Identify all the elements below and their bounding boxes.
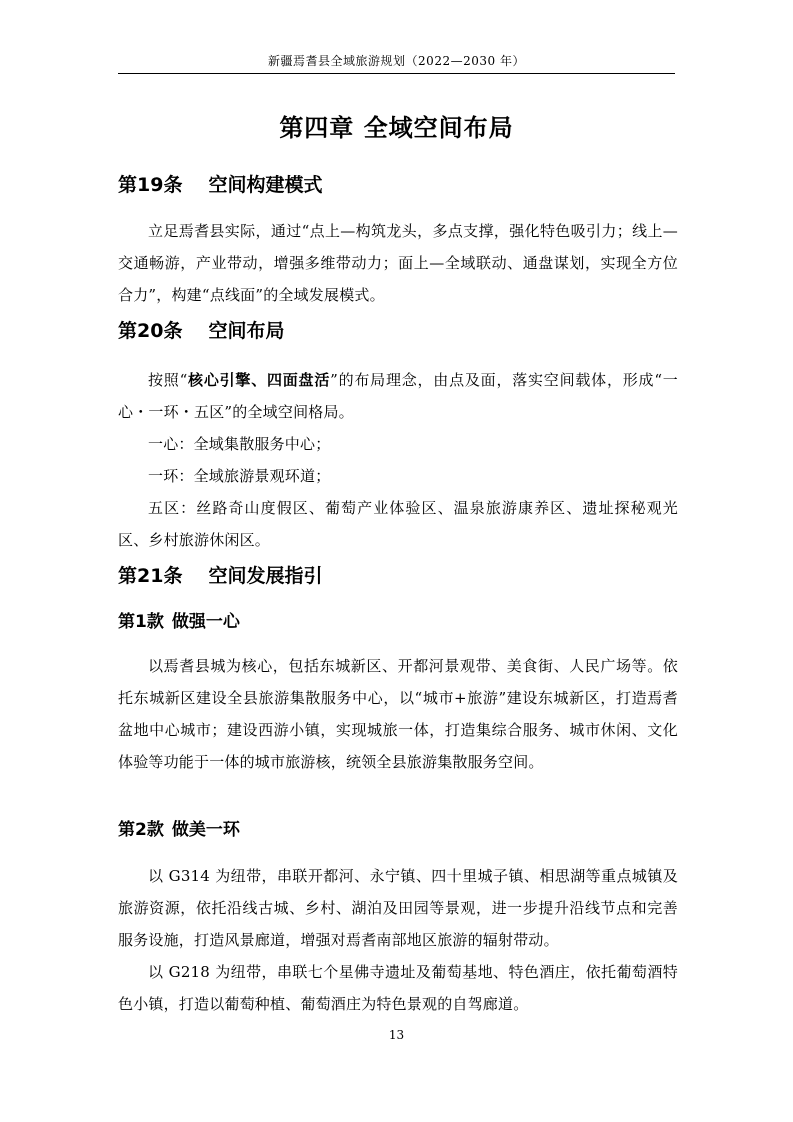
article-20-paragraph-1 <box>118 364 678 428</box>
clause-1-title: 做强一心 <box>171 612 240 632</box>
article-20-number: 第20条 <box>118 320 183 342</box>
article-19-paragraph: 立足焉耆县实际，通过“点上—构筑龙头，多点支撑，强化特色吸引力；线上—交通畅游，产业带动，增强多维带动力；面上—全域联动、通盘谋划，实现全方位合力”，构建“点线面”的全域发展模式。 <box>118 222 678 304</box>
layout-concept-bold: 核心引擎、四面盘活 <box>187 371 331 389</box>
header-rule <box>118 73 675 74</box>
clause-1-number: 第1款 <box>118 612 164 632</box>
article-20-title: 空间布局 <box>208 320 285 342</box>
clause-2-paragraph-2: 以 G218 为纽带，串联七个星佛寺遗址及葡萄基地、特色酒庄，依托葡萄酒特色小镇，打造以葡萄种植、葡萄酒庄为特色景观的自驾廊道。 <box>118 963 678 1013</box>
page-number: 13 <box>388 1028 405 1042</box>
p1-post: ”的布局理念，由点及面，落实空间载体，形成“一心・一环・五区”的全域空间格局。 <box>118 371 678 421</box>
article-19-number: 第19条 <box>118 174 183 196</box>
article-19-title: 空间构建模式 <box>208 174 323 196</box>
clause-2-title: 做美一环 <box>171 820 240 840</box>
article-20-paragraph-4: 五区：丝路奇山度假区、葡萄产业体验区、温泉旅游康养区、遗址探秘观光区、乡村旅游休闲区。 <box>118 499 678 549</box>
clause-2-heading <box>118 815 240 840</box>
running-header: 新疆焉耆县全域旅游规划（2022—2030 年） <box>268 54 525 68</box>
clause-2-paragraph-1: 以 G314 为纽带，串联开都河、永宁镇、四十里城子镇、相思湖等重点城镇及旅游资源，依托沿线古城、乡村、湖泊及田园等景观，进一步提升沿线节点和完善服务设施，打造风景廊道，增强对焉耆南部地区旅游的辐射带动。 <box>118 867 678 949</box>
clause-1-paragraph: 以焉耆县城为核心，包括东城新区、开都河景观带、美食街、人民广场等。依托东城新区建设全县旅游集散服务中心，以“城市+旅游”建设东城新区，打造焉耆盆地中心城市；建设西游小镇，实现城旅一体，打造集综合服务、城市休闲、文化体验等功能于一体的城市旅游核，统领全县旅游集散服务空间。 <box>118 657 678 771</box>
p1-pre: 按照“ <box>148 371 188 389</box>
chapter-title: 第四章 全域空间布局 <box>279 114 514 142</box>
clause-2-number: 第2款 <box>118 820 164 840</box>
article-21-number: 第21条 <box>118 565 183 587</box>
article-20-paragraph-2: 一心：全域集散服务中心； <box>148 435 331 453</box>
article-20-paragraph-3: 一环：全域旅游景观环道； <box>148 467 331 485</box>
article-21-title: 空间发展指引 <box>208 565 323 587</box>
article-19-heading <box>118 170 322 197</box>
clause-1-heading <box>118 607 240 632</box>
article-21-heading <box>118 561 322 588</box>
article-20-heading <box>118 316 284 343</box>
